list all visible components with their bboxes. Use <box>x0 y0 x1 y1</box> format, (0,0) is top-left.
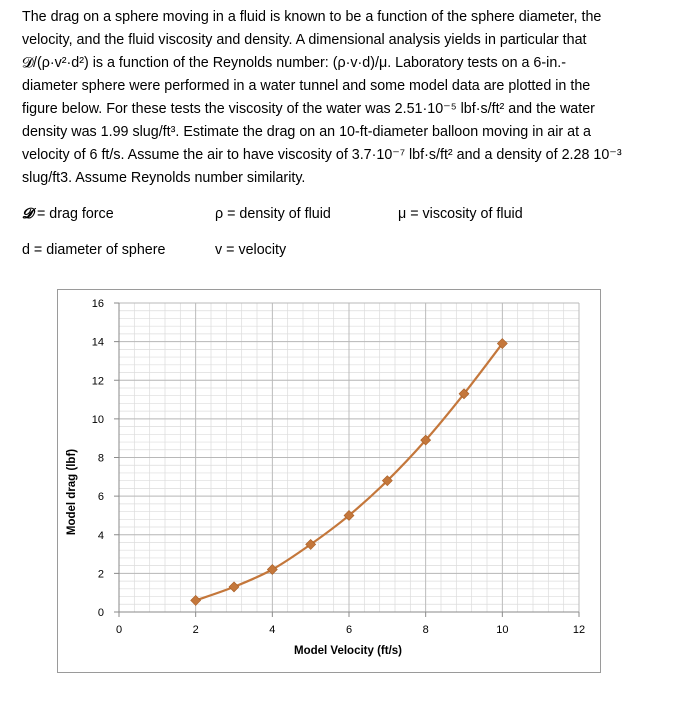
y-axis-label: Model drag (lbf) <box>66 448 78 536</box>
problem-line: slug/ft3. Assume Reynolds number similarity. <box>22 170 306 186</box>
definition-diameter: d = diameter of sphere <box>22 242 166 258</box>
problem-statement <box>22 6 662 190</box>
definition-drag <box>22 206 114 222</box>
problem-line: 𝓓/(ρ·v²·d²) is a function of the Reynolds number: (ρ·v·d)/μ. Laboratory tests on a 6-in.- <box>22 55 566 71</box>
x-tick-label: 6 <box>345 624 353 636</box>
x-tick-label: 2 <box>192 624 199 636</box>
problem-line: velocity of 6 ft/s. Assume the air to have viscosity of 3.7·10⁻⁷ lbf·s/ft² and a density of 2.28 10⁻³ <box>22 147 622 163</box>
tick-labels <box>92 298 585 636</box>
data-point <box>229 582 239 592</box>
definition-drag-text: = drag force <box>36 206 114 222</box>
data-point <box>191 595 201 605</box>
x-tick-label: 0 <box>115 624 123 636</box>
y-tick-label: 4 <box>97 529 104 542</box>
drag-velocity-chart <box>58 290 600 672</box>
chart-container <box>57 289 601 673</box>
x-tick-label: 8 <box>422 624 429 636</box>
drag-symbol: 𝓓 <box>22 206 33 222</box>
y-tick-label: 16 <box>91 298 104 310</box>
problem-line: density was 1.99 slug/ft³. Estimate the drag on an 10-ft-diameter balloon moving in air at a <box>22 124 591 140</box>
y-tick-label: 0 <box>97 607 104 619</box>
definition-velocity: v = velocity <box>215 242 287 258</box>
axes <box>114 303 579 617</box>
problem-line: figure below. For these tests the viscosity of the water was 2.51·10⁻⁵ lbf·s/ft² and the water <box>22 101 595 117</box>
problem-line: velocity, and the fluid viscosity and density. A dimensional analysis yields in particular that <box>22 32 587 48</box>
x-tick-label: 10 <box>496 624 509 636</box>
problem-line: diameter sphere were performed in a water tunnel and some model data are plotted in the <box>22 78 591 94</box>
x-axis-label: Model Velocity (ft/s) <box>294 645 402 657</box>
y-tick-label: 12 <box>91 375 104 388</box>
x-tick-label: 4 <box>269 624 276 636</box>
y-tick-label: 8 <box>97 452 104 465</box>
y-tick-label: 6 <box>97 491 104 504</box>
x-tick-label: 12 <box>572 624 586 636</box>
definition-viscosity: μ = viscosity of fluid <box>398 206 523 222</box>
definition-density: ρ = density of fluid <box>215 206 331 222</box>
y-tick-label: 10 <box>91 413 104 426</box>
y-tick-label: 2 <box>97 568 104 581</box>
problem-line: The drag on a sphere moving in a fluid is known to be a function of the sphere diameter, the <box>22 9 602 25</box>
y-tick-label: 14 <box>91 336 104 349</box>
